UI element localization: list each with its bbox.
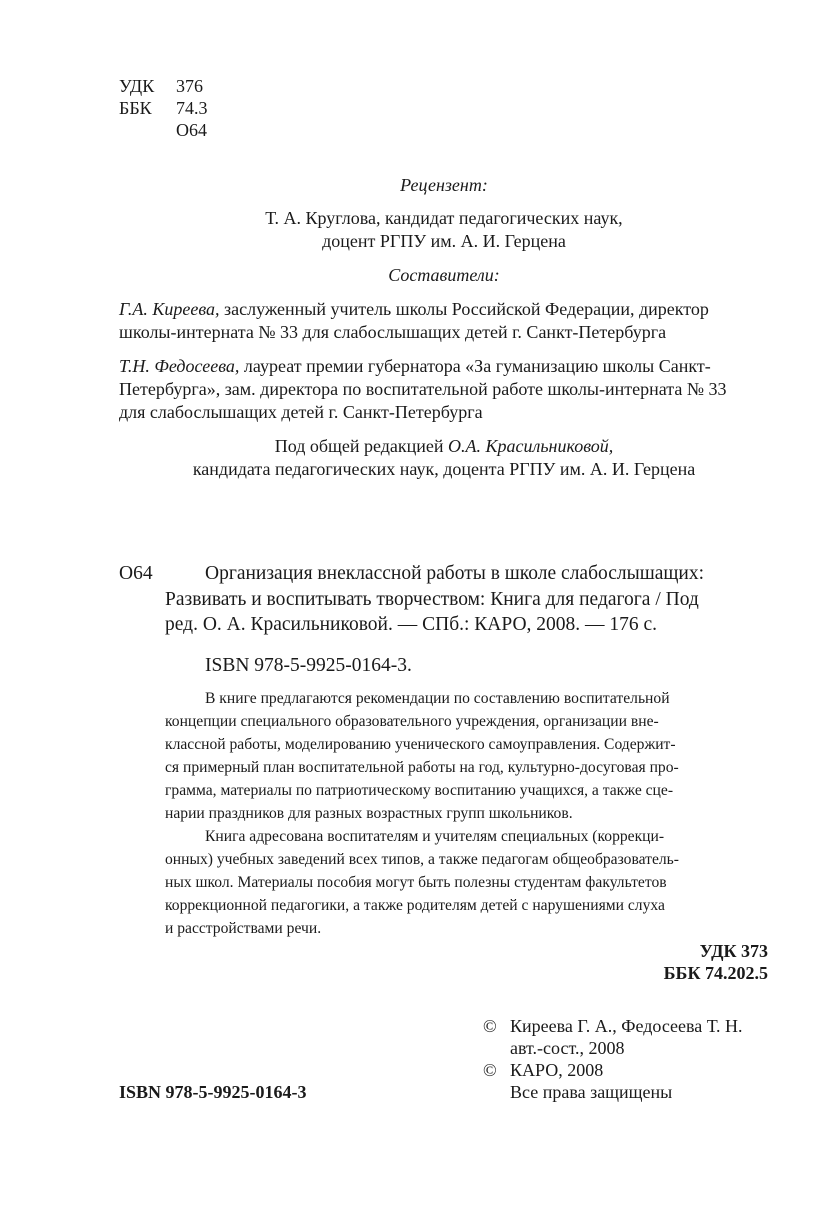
annotation-p1-line-5: грамма, материалы по патриотическому воспитанию учащихся, а также сце- [165,782,674,799]
bbk-bottom: ББК 74.202.5 [663,963,768,983]
catalog-isbn: ISBN 978-5-9925-0164-3. [205,655,412,676]
compiler-fedoseeva-name: Т.Н. Федосеева, [119,356,240,376]
annotation-p1-line-6: нарии праздников для разных возрастных групп школьников. [165,805,573,822]
bbk-label: ББК [119,98,152,118]
annotation-p2-line-3: ных школ. Материалы пособия могут быть полезны студентам факультетов [165,874,667,891]
udk-label: УДК [119,76,155,96]
compiler-kireeva-line-2: школы-интерната № 33 для слабослышащих детей г. Санкт-Петербурга [119,322,667,342]
editor-line-2: кандидата педагогических наук, доцента РГПУ им. А. И. Герцена [192,459,696,479]
compiler-fedoseeva-line-2: Петербурга», зам. директора по воспитательной работе школы-интерната № 33 [119,379,727,399]
author-mark: О64 [176,120,207,140]
copyright-line-4: Все права защищены [510,1082,673,1102]
reviewer-line-2: доцент РГПУ им. А. И. Герцена [322,231,566,251]
compiler-fedoseeva-desc: лауреат премии губернатора «За гуманизацию школы Санкт- [239,356,711,376]
catalog-line-2: Развивать и воспитывать творчеством: Книга для педагога / Под [165,589,699,610]
udk-bottom: УДК 373 [699,941,768,961]
annotation-p1-line-3: классной работы, моделированию ученического самоуправления. Содержит- [165,736,676,753]
bbk-value: 74.3 [176,98,208,118]
compilers-heading: Составители: [388,265,500,285]
compiler-kireeva-desc: заслуженный учитель школы Российской Федерации, директор [219,299,709,319]
reviewer-heading: Рецензент: [400,175,488,195]
compiler-kireeva-name: Г.А. Киреева, [119,299,220,319]
annotation-p1-line-1: В книге предлагаются рекомендации по составлению воспитательной [205,690,670,707]
editor-prefix: Под общей редакцией [274,436,449,456]
udk-value: 376 [176,76,203,96]
editor-name: О.А. Красильниковой, [448,436,614,456]
copyright-line-3: КАРО, 2008 [510,1060,604,1080]
catalog-mark: О64 [119,563,153,584]
annotation-p2-line-4: коррекционной педагогики, а также родителям детей с нарушениями слуха [165,897,665,914]
annotation-p1-line-4: ся примерный план воспитательной работы на год, культурно-досуговая про- [165,759,679,776]
isbn-bottom: ISBN 978-5-9925-0164-3 [119,1082,307,1102]
compiler-fedoseeva-line-1 [119,355,711,377]
copyright-symbol-1: © [483,1016,497,1036]
annotation-p2-line-5: и расстройствами речи. [165,920,322,937]
annotation-p1-line-2: концепции специального образовательного учреждения, организации вне- [165,713,659,730]
catalog-line-3: ред. О. А. Красильниковой. — СПб.: КАРО, 2008. — 176 с. [165,614,658,635]
annotation-p2-line-2: онных) учебных заведений всех типов, а также педагогам общеобразователь- [165,851,679,868]
annotation-p2-line-1: Книга адресована воспитателям и учителям специальных (коррекци- [205,828,665,845]
reviewer-line-1: Т. А. Круглова, кандидат педагогических наук, [265,208,623,228]
compiler-kireeva-line-1 [119,298,709,320]
copyright-line-2: авт.-сост., 2008 [510,1038,625,1058]
editor-line-1 [0,435,828,457]
copyright-line-1: Киреева Г. А., Федосеева Т. Н. [510,1016,743,1036]
compiler-fedoseeva-line-3: для слабослышащих детей г. Санкт-Петербурга [119,402,483,422]
catalog-line-1: Организация внеклассной работы в школе слабослышащих: [205,563,705,584]
copyright-symbol-2: © [483,1060,497,1080]
